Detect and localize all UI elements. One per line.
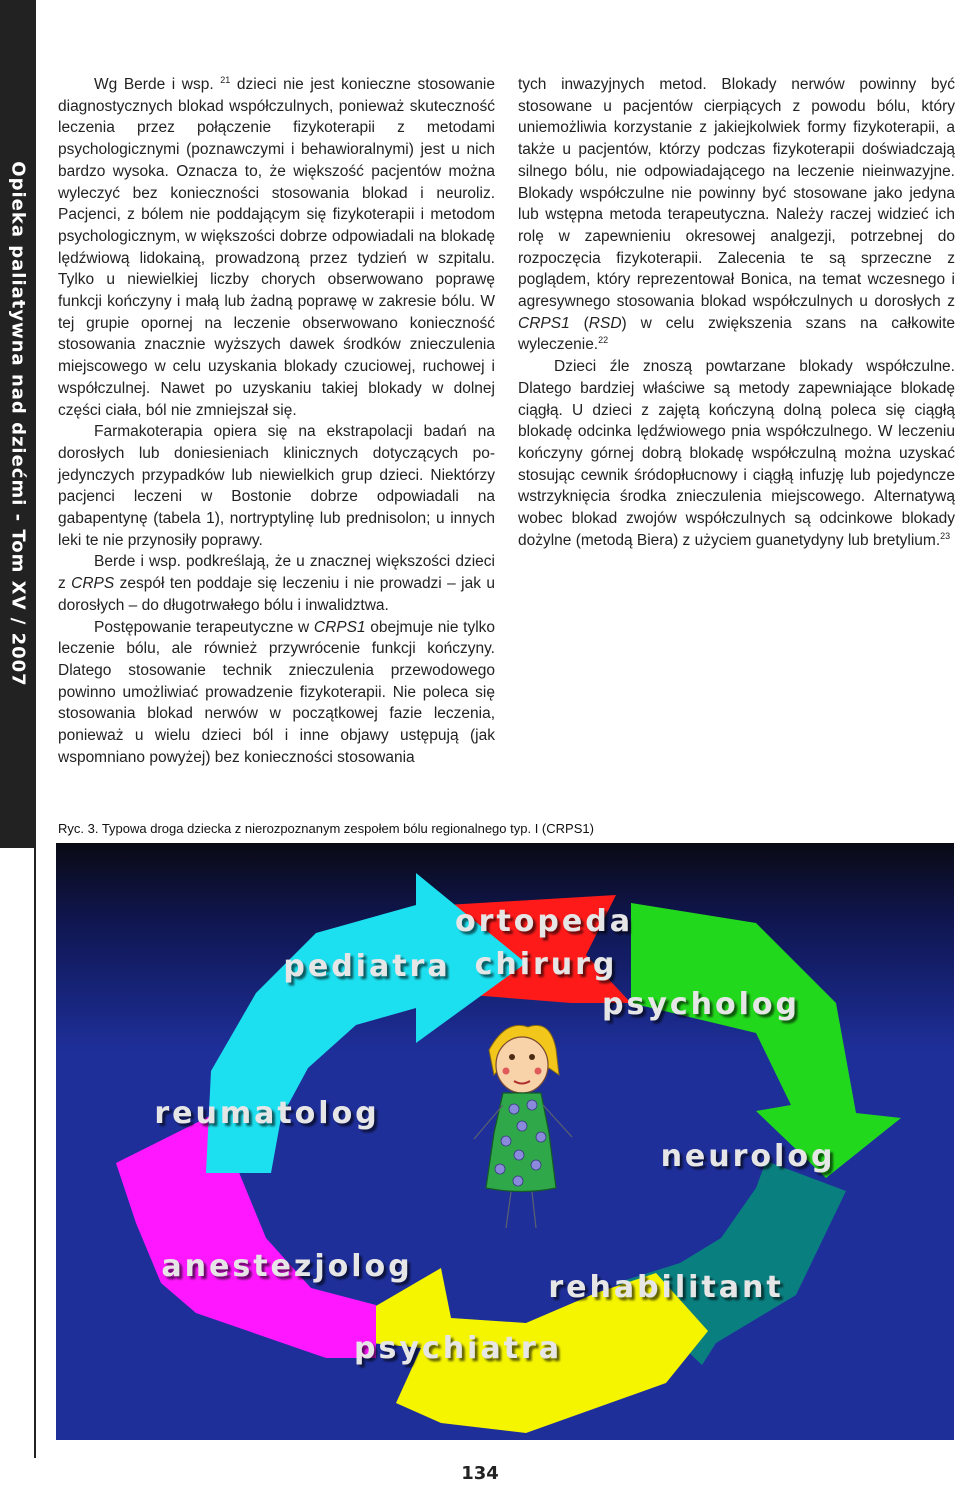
citation-ref: 21 bbox=[220, 74, 231, 85]
term-crps1: CRPS1 bbox=[518, 314, 570, 332]
right-column bbox=[518, 74, 955, 551]
text-run: Berde i wsp. podkreślają, że u znacznej większości dzieci z bbox=[58, 553, 495, 593]
label-reumatolog: reumatolog bbox=[154, 1096, 380, 1131]
term-crps1: CRPS1 bbox=[313, 618, 366, 636]
left-column bbox=[58, 74, 495, 769]
paragraph: Farmakoterapia opiera się na ekstrapolacji badań na dorosłych lub doniesieniach klinicznych dotyczących pojedynczych przypadków lub niewielkich grup dzieci. Niektórzy pacjenci leczeni w Bostonie dobrze odpowiadali na gabapentynę (tabela 1), nortryptylinę lub prednisolon; u innych leki te nie przynosiły poprawy. bbox=[58, 423, 495, 549]
journal-title: Opieka paliatywna nad dziećmi - Tom XV / 2007 bbox=[7, 161, 29, 687]
label-ortopeda: ortopeda bbox=[455, 904, 633, 939]
term-rsd: RSD bbox=[588, 314, 622, 332]
page-number: 134 bbox=[461, 1463, 499, 1484]
paragraph bbox=[58, 551, 495, 616]
paragraph bbox=[58, 74, 495, 421]
text-run: zespół ten poddaje się leczeniu i nie prowadzi – jak u dorosłych – do długotrwałego bólu i inwalidztwa. bbox=[58, 575, 495, 614]
child-eye-right bbox=[529, 1054, 535, 1060]
child-cheek-right bbox=[535, 1068, 542, 1075]
text-run: Dzieci źle znoszą powtarzane blokady współczulne. Dlatego bardziej właściwe są metody zapewniające blokadę ciągłą. U dzieci z zajętą kończyną dolną poleca się ciągłą blokadę odcinka lędźwiowego pnia współczulnego. W leczeniu kończyny górnej dobrą blokadę współczulną można uzyskać stosując cewnik śródopłucnowy i ciągłą infuzję lub pojedyncze wstrzyknięcia środka znieczulenia miejscowego. Alternatywą wobec blokad zwojów współczulnych są odcinkowe blokady dożylne (metodą Biera) z użyciem guanetydyny lub bretylium. bbox=[518, 358, 955, 549]
label-rehabilitant: rehabilitant bbox=[548, 1270, 784, 1305]
label-anestezjolog: anestezjolog bbox=[161, 1249, 413, 1284]
label-psychiatra: psychiatra bbox=[354, 1331, 562, 1366]
term-crps: CRPS bbox=[71, 575, 115, 593]
label-psycholog: psycholog bbox=[601, 987, 801, 1022]
text-run: ( bbox=[569, 314, 589, 332]
child-eye-left bbox=[509, 1054, 515, 1060]
figure-caption: Ryc. 3. Typowa droga dziecka z nierozpoznanym zespołem bólu regionalnego typ. I (CRPS1) bbox=[58, 821, 594, 836]
figure-cycle-diagram bbox=[56, 843, 954, 1440]
text-run: tych inwazyjnych metod. Blokady nerwów powinny być stosowane u pacjentów cierpiących z powodu bólu, który uniemożliwia korzystanie z jakiejkolwiek formy fizykoterapii, a także u pacjentów, którzy podczas fizykoterapii doświadczają silnego bólu, nie odpowiadającego na leczenie nieinwazyjne. Blokady współczulne nie powinny być stosowane jako jedyna lub wstępna metoda terapeutyczna. Należy raczej widzieć ich rolę w zapewnieniu okresowej analgezji, potrzebnej do rozpoczęcia fizykoterapii. Zalecenia te są sprzeczne z poglądem, który reprezentował Bonica, na temat wczesnego i agresywnego stosowania blokad współczulnych u dorosłych z bbox=[518, 76, 955, 311]
child-cheek-left bbox=[503, 1068, 510, 1075]
citation-ref: 23 bbox=[940, 530, 951, 541]
label-pediatra: pediatra bbox=[283, 949, 451, 984]
child-face bbox=[496, 1037, 548, 1093]
label-neurolog: neurolog bbox=[660, 1139, 836, 1174]
paragraph bbox=[58, 617, 495, 769]
citation-ref: 22 bbox=[598, 335, 609, 346]
paragraph bbox=[518, 356, 955, 551]
text-run: Wg Berde i wsp. bbox=[94, 76, 221, 93]
journal-sidebar bbox=[0, 0, 36, 848]
text-run: obejmuje nie tylko leczenie bólu, ale również przywrócenie funkcji kończyny. Dlatego stosowanie technik znieczulenia przewodowego powinno umożliwiać prowadzenie fizykoterapii. Nie poleca się stosowania blokad nerwów w początkowej fazie leczenia, ponieważ u wielu dzieci ból i inne objawy ustępują (jak wspomniano powyżej) bez konieczności stosowania bbox=[58, 618, 496, 766]
text-run: ) w celu zwiększenia szans na całkowite wyleczenie. bbox=[518, 314, 956, 354]
paragraph bbox=[518, 74, 955, 356]
text-run: dzieci nie jest konieczne stosowanie diagnostycznych blokad współczulnych, ponieważ skuteczność leczenia przez połączenie fizykoterapii z metodami psychologicznymi (poznawczymi i behawioralnymi) jest u nich bardzo wysoka. Oznacza to, że większość pacjentów można wyleczyć bez konieczności stosowania blokad i neuroliz. Pacjenci, z bólem nie poddającym się fizykoterapii i metodom psychologicznym, w większości dobrze odpowiadali na blokadę lędźwiową lidokainą, prowadzoną przez tydzień w szpitalu. Tylko u niewielkiej liczby chorych obserwowano poprawę funkcji kończyny i małą lub żadną poprawę w zakresie bólu. W tej grupie opornej na leczenie obserwowano konieczność stosowania znacznie wyższych dawek środków znieczulenia miejscowego w celu uzyskania blokady czuciowej, ruchowej i współczulnej. Nawet po uzyskaniu takiej blokady w dolnej części ciała, ból nie zmniejszał się. bbox=[58, 76, 495, 419]
label-chirurg: chirurg bbox=[474, 947, 618, 982]
text-run: Postępowanie terapeutyczne w bbox=[94, 618, 314, 636]
margin-rule bbox=[34, 848, 36, 1458]
